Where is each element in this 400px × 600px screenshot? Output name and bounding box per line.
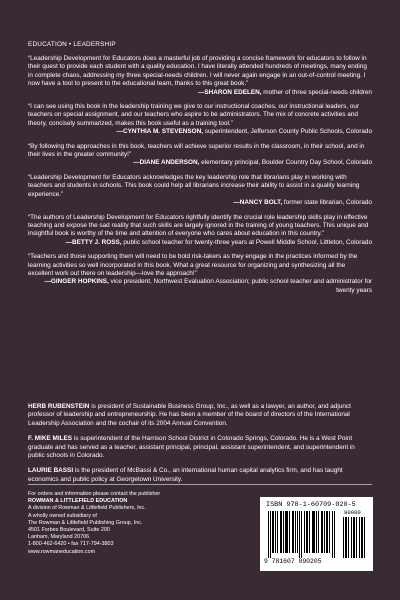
endorsement-attribution: [28, 239, 372, 247]
endorsement-text: “I can see using this book in the leadership training we give to our instructional coaches, our instructional leaders, our teachers on special assignment, and our teachers who aspire to be administrators. The mix of concrete activities and theory, concisely summarized, makes this book useful as a training tool.”: [28, 103, 360, 127]
publisher-name: ROWMAN & LITTLEFIELD EDUCATION: [28, 498, 128, 505]
author-bios: [28, 403, 372, 491]
endorsements: [28, 55, 372, 301]
barcode-box: [260, 497, 373, 571]
publisher-contact-line: For orders and information please contact the publisher: [28, 491, 161, 497]
endorsement: [28, 174, 372, 208]
author-name: HERB RUBENSTEIN: [28, 403, 90, 410]
endorser-name: —NANCY BOLT,: [233, 199, 283, 207]
endorsement-attribution: [28, 89, 372, 97]
endorsement: [28, 253, 372, 295]
endorser-name: —CYNTHIA M. STEVENSON,: [116, 128, 204, 136]
endorser-role: vice president, Northwest Evaluation Association; public school teacher and administrator for twenty years: [108, 278, 372, 294]
endorsement: [28, 143, 372, 168]
endorser-name: —GINGER HOPKINS,: [44, 278, 109, 286]
publisher-parent: The Rowman & Littlefield Publishing Group, Inc.: [28, 519, 143, 526]
endorsement-text: “By following the approaches in this book, teachers will achieve superior results in the classroom, in their school, and in their lives in the greater community!”: [28, 142, 365, 159]
ean-number: 9 781607 090205: [264, 558, 322, 565]
endorsement-attribution: [28, 128, 372, 136]
endorser-role: mother of three special-needs children: [261, 88, 372, 96]
author-name: LAURIE BASSI: [28, 467, 74, 475]
endorsement: [28, 214, 372, 248]
author-name: F. MIKE MILES: [28, 435, 73, 443]
endorsement-attribution: [28, 159, 372, 167]
ean-digits: [264, 558, 369, 566]
endorser-name: —BETTY J. ROSS,: [65, 238, 122, 246]
publisher-city: Lanham, Maryland 20706: [28, 534, 90, 541]
endorser-name: —SHARON EDELEN,: [197, 88, 262, 96]
publisher-subsidiary-line: A wholly owned subsidiary of: [28, 512, 97, 519]
endorsement-text: “Teachers and those supporting them will need to be bold risk-takers as they engage in the practices informed by the learning activities so well incorporated in this book. What a great resource for organizing and synthesizing all the excellent work out there on leadership—love the approach!”: [28, 253, 358, 277]
endorser-role: superintendent, Jefferson County Public Schools, Colorado: [203, 128, 372, 136]
isbn-barcode: [266, 511, 338, 558]
publisher-phone: 1-800-462-6420 • fax 717-794-3803: [28, 541, 114, 548]
endorsement-text: “Leadership Development for Educators acknowledges the key leadership role that librarians play in working with teachers and students in schools. This book could help all librarians increase their ability to assist in a quality learning experience.”: [28, 173, 360, 198]
author-bio: [28, 403, 372, 428]
endorser-role: elementary principal, Boulder Country Day School, Colorado: [199, 159, 372, 167]
author-bio-text: is superintendent of the Harrison School District in Colorado Springs, Colorado. He is a West Point graduate and has served as a teacher, assistant principal, principal, assistant superintendent, and superintendent in public schools in Colorado.: [28, 435, 355, 460]
author-bio-text: is president of Sustainable Business Group, Inc., as well as a lawyer, an author, and adjunct professor of leadership and entrepreneurship. He has been a member of the board of directors of the International Leadership Association and the cochair of its 2004 Annual Convention.: [28, 403, 351, 427]
endorser-role: former state librarian, Colorado: [282, 199, 372, 207]
endorsement: [28, 103, 372, 137]
endorser-role: public school teacher for twenty-three years at Powell Middle School, Littleton, Colorado: [121, 238, 372, 246]
endorsement-attribution: [28, 278, 372, 295]
author-bio-text: is the president of McBassi & Co., an international human capital analytics firm, and has taught economics and public policy at Georgetown University.: [28, 467, 343, 483]
publisher-address: 4501 Forbes Boulevard, Suite 200: [28, 527, 110, 534]
price-barcode: [342, 511, 367, 558]
publisher-division: A division of Rowman & Littlefield Publishers, Inc.: [28, 505, 146, 512]
endorsement-attribution: [28, 199, 372, 207]
price-code: 90000: [344, 509, 361, 516]
category-label: EDUCATION • LEADERSHIP: [28, 41, 116, 48]
endorsement-text: “Leadership Development for Educators does a masterful job of providing a concise framework for educators to follow in their quest to provide each student with a quality education. I have literally attended hundreds of meetings, many ending in complete chaos, addressing my three special-needs children. I will never again engage in an out-of-control meeting. I now have a tool to present to the educational team, thanks to this great book.”: [28, 55, 367, 88]
endorser-name: —DIANE ANDERSON,: [133, 159, 200, 167]
publisher-website: www.rowmaneducation.com: [28, 548, 96, 555]
author-bio: [28, 435, 372, 460]
publisher-info: [28, 491, 228, 556]
isbn-label: ISBN 978-1-60709-020-5: [266, 501, 356, 509]
divider: [28, 484, 372, 485]
endorsement-text: “The authors of Leadership Development for Educators rightfully identify the crucial role leadership skills play in effective teaching and expose the sad reality that such skills are largely ignored in the training of young teachers. This unique and insightful book is worthy of the time and attention of everyone who cares about education in this country.”: [28, 213, 369, 238]
endorsement: [28, 55, 372, 97]
author-bio: [28, 467, 372, 484]
